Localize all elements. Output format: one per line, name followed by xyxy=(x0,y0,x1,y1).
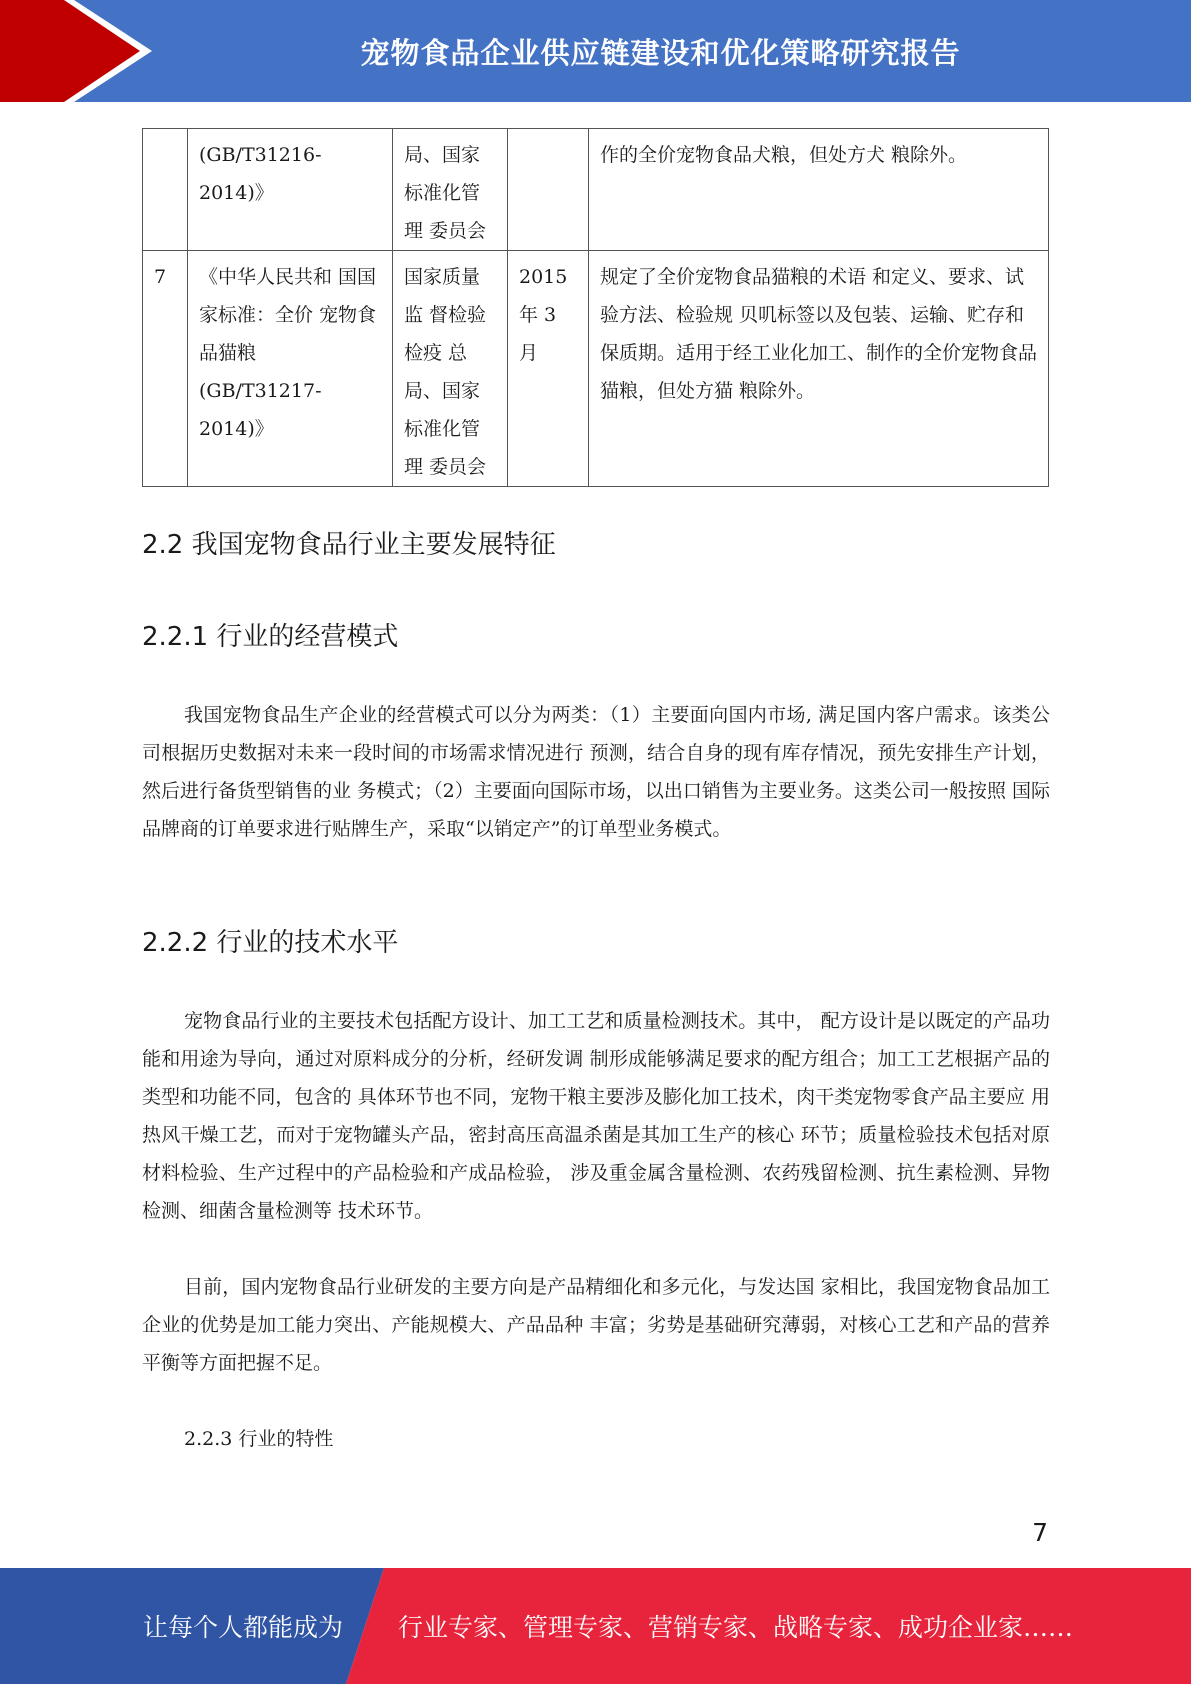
paragraph-business-model: 我国宠物食品生产企业的经营模式可以分为两类：（1）主要面向国内市场, 满足国内客户需求。该类公司根据历史数据对未来一段时间的市场需求情况进行 预测，结合自身的现有库存情况，预先安排生产计划，然后进行备货型销售的业 务模式；（2）主要面向国际市场，以出口销售为主要业务。这类公司一般按照 国际品牌商的订单要求进行贴牌生产，采取“以销定产”的订单型业务模式。 xyxy=(142,704,1050,840)
section-heading-2-2-3: 2.2.3 行业的特性 xyxy=(184,1428,334,1450)
report-title: 宠物食品企业供应链建设和优化策略研究报告 xyxy=(360,35,961,70)
cell-date xyxy=(508,129,589,251)
cell-number xyxy=(143,129,188,251)
cell-standard-name: (GB/T31216- 2014)》 xyxy=(188,129,393,251)
standards-table xyxy=(142,128,1049,487)
page-footer xyxy=(0,1568,1191,1684)
cell-agency: 局、国家 标准化管 理 委员会 xyxy=(393,129,508,251)
footer-slogan-right: 行业专家、管理专家、营销专家、战略专家、成功企业家…… xyxy=(398,1613,1074,1642)
page-header xyxy=(0,0,1191,110)
table-row xyxy=(143,129,1049,251)
cell-agency: 国家质量 监 督检验 检疫 总 局、国家 标准化管 理 委员会 xyxy=(393,251,508,487)
cell-number: 7 xyxy=(143,251,188,487)
section-heading-2-2-2: 2.2.2 行业的技术水平 xyxy=(142,928,399,958)
section-heading-2-2-1: 2.2.1 行业的经营模式 xyxy=(142,622,399,652)
cell-standard-name: 《中华人民共和 国国家标准：全价 宠物食品猫粮 (GB/T31217- 2014)》 xyxy=(188,251,393,487)
paragraph-rd-direction: 目前，国内宠物食品行业研发的主要方向是产品精细化和多元化，与发达国 家相比，我国宠物食品加工企业的优势是加工能力突出、产能规模大、产品品种 丰富；劣势是基础研究薄弱，对核心工艺和产品的营养平衡等方面把握不足。 xyxy=(142,1276,1050,1374)
cell-description: 规定了全价宠物食品猫粮的术语 和定义、要求、试验方法、检验规 贝叽标签以及包装、运输、贮存和 保质期。适用于经工业化加工、制作的全价宠物食品猫粮，但处方猫 粮除外。 xyxy=(589,251,1049,487)
footer-slogan-left: 让每个人都能成为 xyxy=(143,1613,344,1642)
cell-description: 作的全价宠物食品犬粮，但处方犬 粮除外。 xyxy=(589,129,1049,251)
section-heading-2-2: 2.2 我国宠物食品行业主要发展特征 xyxy=(142,530,556,560)
paragraph-technology-level: 宠物食品行业的主要技术包括配方设计、加工工艺和质量检测技术。其中， 配方设计是以既定的产品功能和用途为导向，通过对原料成分的分析，经研发调 制形成能够满足要求的配方组合；加工工艺根据产品的类型和功能不同，包含的 具体环节也不同，宠物干粮主要涉及膨化加工技术，肉干类宠物零食产品主要应 用热风干燥工艺，而对于宠物罐头产品，密封高压高温杀菌是其加工生产的核心 环节；质量检验技术包括对原材料检验、生产过程中的产品检验和产成品检验， 涉及重金属含量检测、农药残留检测、抗生素检测、异物检测、细菌含量检测等 技术环节。 xyxy=(142,1010,1050,1222)
page-number: 7 xyxy=(1032,1518,1048,1547)
cell-date: 2015 年 3 月 xyxy=(508,251,589,487)
table-row xyxy=(143,251,1049,487)
